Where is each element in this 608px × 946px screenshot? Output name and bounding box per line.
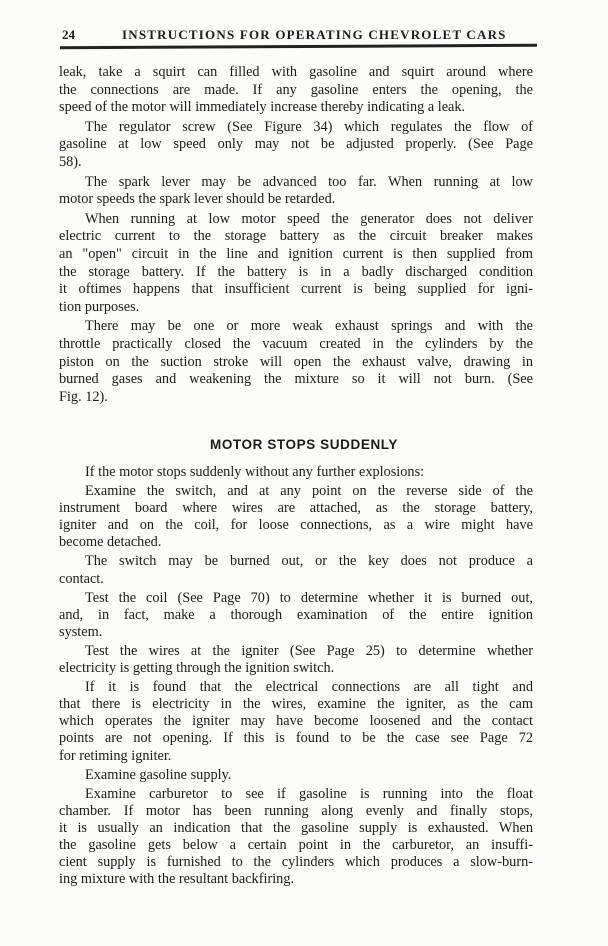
- section-body-2: [59, 464, 533, 890]
- paragraph: [59, 679, 533, 764]
- section-body-1: [59, 64, 533, 408]
- text-line: tion purposes.: [59, 298, 140, 315]
- text-line: contact.: [59, 570, 104, 587]
- text-line: piston on the suction stroke will open the exhaust valve, drawing in: [59, 353, 533, 370]
- text-line: Examine gasoline supply.: [85, 766, 232, 783]
- page-number: 24: [62, 27, 75, 42]
- text-line: it oftimes happens that insufficient current is being supplied for igni-: [59, 281, 533, 298]
- text-line: it is usually an indication that the gasoline supply is exhausted. When: [59, 819, 533, 836]
- paragraph: [59, 64, 533, 117]
- text-line: throttle practically closed the vacuum created in the cylinders by the: [59, 335, 533, 352]
- text-line: Test the coil (See Page 70) to determine whether it is burned out,: [85, 589, 533, 606]
- text-line: If the motor stops suddenly without any further explosions:: [85, 464, 425, 480]
- text-line: The switch may be burned out, or the key does not produce a: [85, 553, 533, 570]
- text-line: If it is found that the electrical connections are all tight and: [85, 679, 533, 696]
- text-line: system.: [59, 623, 103, 640]
- text-line: Test the wires at the igniter (See Page 25) to determine whether: [85, 642, 533, 659]
- text-line: motor speeds the spark lever should be retarded.: [59, 191, 336, 208]
- text-line: When running at low motor speed the generator does not deliver: [85, 210, 533, 227]
- text-line: Examine carburetor to see if gasoline is running into the float: [85, 785, 533, 802]
- paragraph: [59, 767, 533, 784]
- running-title: INSTRUCTIONS FOR OPERATING CHEVROLET CARS: [122, 27, 507, 42]
- text-line: an "open" circuit in the line and ignition current is then supplied from: [59, 245, 533, 262]
- paragraph: [59, 643, 533, 677]
- paragraph: [59, 483, 533, 551]
- paragraph: [59, 464, 533, 481]
- paragraph: [59, 553, 533, 587]
- text-line: speed of the motor will immediately increase thereby indicating a leak.: [59, 99, 466, 116]
- text-line: electric current to the storage battery as the circuit breaker makes: [59, 228, 533, 245]
- text-line: The spark lever may be advanced too far. When running at low: [85, 173, 533, 190]
- text-line: burned gases and weakening the mixture so it will not burn. (See: [59, 371, 533, 388]
- text-line: the storage battery. If the battery is in a badly discharged condition: [59, 263, 533, 280]
- text-line: Examine the switch, and at any point on the reverse side of the: [85, 483, 533, 500]
- text-line: points are not opening. If this is found to be the case see Page 72: [59, 730, 533, 747]
- paragraph: [59, 119, 533, 172]
- text-line: gasoline at low speed only may not be adjusted properly. (See Page: [59, 136, 533, 153]
- text-line: which operates the igniter may have become loosened and the contact: [59, 713, 533, 730]
- text-line: igniter and on the coil, for loose connections, as a wire might have: [59, 517, 533, 534]
- text-line: 58).: [59, 153, 82, 170]
- text-line: chamber. If motor has been running along evenly and finally stops,: [59, 802, 533, 819]
- text-line: electricity is getting through the ignition switch.: [59, 660, 335, 677]
- text-line: Fig. 12).: [59, 388, 108, 405]
- text-line: The regulator screw (See Figure 34) which regulates the flow of: [85, 118, 533, 135]
- text-line: the connections are made. If any gasoline enters the opening, the: [59, 81, 533, 98]
- text-line: leak, take a squirt can filled with gasoline and squirt around where: [59, 64, 533, 80]
- text-line: cient supply is furnished to the cylinders which produces a slow-burn-: [59, 854, 533, 871]
- text-line: for retiming igniter.: [59, 747, 172, 764]
- text-line: the gasoline gets below a certain point in the carburetor, an insuffi-: [59, 836, 533, 853]
- text-line: There may be one or more weak exhaust springs and with the: [85, 318, 533, 335]
- text-line: ing mixture with the resultant backfiring.: [59, 871, 295, 888]
- paragraph: [59, 786, 533, 889]
- paragraph: [59, 590, 533, 641]
- page-header: [60, 24, 535, 46]
- text-line: instrument board where wires are attached, as the storage battery,: [59, 500, 533, 517]
- text-line: and, in fact, make a thorough examination of the entire ignition: [59, 606, 533, 623]
- paragraph: [59, 211, 533, 317]
- section-heading: MOTOR STOPS SUDDENLY: [209, 437, 399, 452]
- paragraph: [59, 318, 533, 406]
- text-line: that there is electricity in the wires, examine the igniter, as the cam: [59, 696, 533, 713]
- text-line: become detached.: [59, 534, 162, 551]
- paragraph: [59, 174, 533, 209]
